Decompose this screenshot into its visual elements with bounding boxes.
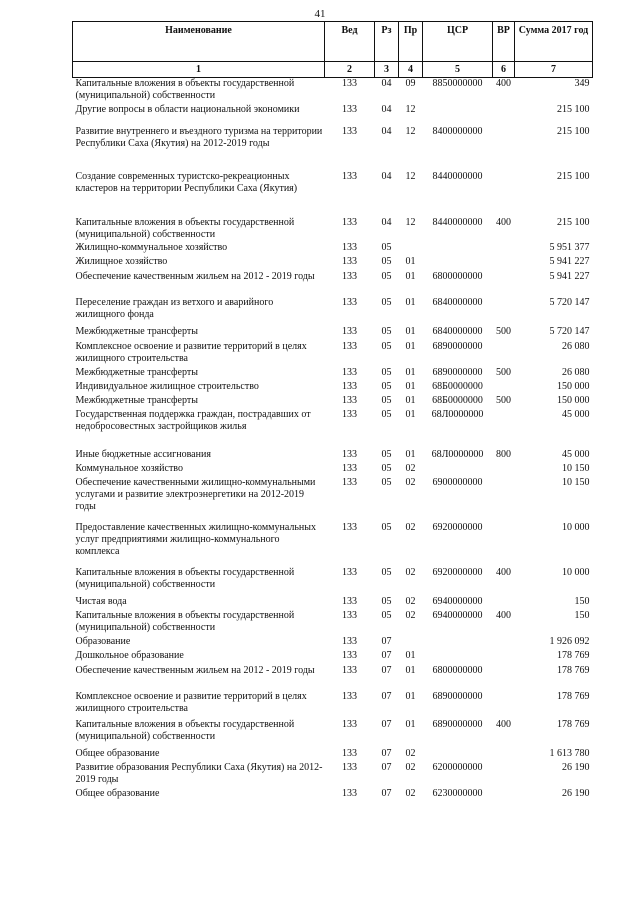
row-rz: 05 (381, 380, 392, 392)
row-sum: 150 000 (557, 394, 590, 406)
table-row (73, 395, 593, 409)
row-pr: 02 (405, 476, 416, 488)
row-pr: 01 (405, 255, 416, 267)
row-csr: 6230000000 (432, 787, 483, 799)
row-pr: 01 (405, 690, 416, 702)
row-name: Комплексное освоение и развитие территорий в целях жилищного строительства (75, 340, 307, 364)
row-rz: 05 (381, 566, 392, 578)
row-name: Иные бюджетные ассигнования (75, 448, 211, 460)
row-rz: 05 (381, 476, 392, 488)
row-rz: 07 (381, 690, 392, 702)
row-csr: 6890000000 (432, 366, 483, 378)
row-pr: 01 (405, 664, 416, 676)
row-vr: 400 (496, 718, 511, 730)
row-ved: 133 (342, 340, 357, 352)
row-ved: 133 (342, 325, 357, 337)
row-sum: 10 150 (562, 462, 590, 474)
row-sum: 150 (574, 609, 590, 621)
row-vr: 500 (496, 394, 511, 406)
column-number: 3 (375, 62, 399, 78)
row-ved: 133 (342, 566, 357, 578)
table-row (73, 78, 593, 104)
row-vr (493, 381, 515, 395)
row-sum: 5 941 227 (549, 255, 590, 267)
row-ved: 133 (342, 394, 357, 406)
column-header-vr: ВР (493, 22, 515, 62)
row-pr: 02 (405, 747, 416, 759)
row-csr: 6940000000 (432, 595, 483, 607)
row-vr (493, 242, 515, 256)
row-rz: 05 (381, 270, 392, 282)
row-csr (423, 650, 493, 665)
row-sum: 150 000 (557, 380, 590, 392)
table-row (73, 341, 593, 367)
row-ved: 133 (342, 448, 357, 460)
page-number: 41 (314, 8, 326, 20)
row-csr: 68Л0000000 (431, 448, 484, 460)
row-pr: 01 (405, 325, 416, 337)
row-rz: 05 (381, 255, 392, 267)
column-number: 1 (73, 62, 325, 78)
row-ved: 133 (342, 103, 357, 115)
row-name: Создание современных туристско-рекреационных кластеров на территории Республики Саха (Якутия) (75, 170, 298, 194)
row-name: Переселение граждан из ветхого и аварийного жилищного фонда (75, 296, 274, 320)
row-rz: 05 (381, 609, 392, 621)
row-csr: 8850000000 (423, 78, 493, 104)
row-sum: 45 000 (562, 408, 590, 420)
row-vr: 400 (496, 216, 511, 228)
row-name: Обеспечение качественным жильем на 2012 - 2019 годы (75, 270, 315, 282)
row-vr (493, 271, 515, 297)
row-vr (493, 762, 515, 788)
row-pr: 01 (405, 380, 416, 392)
row-rz: 05 (381, 394, 392, 406)
row-sum: 178 769 (557, 718, 590, 730)
row-pr: 01 (405, 718, 416, 730)
row-vr (493, 126, 515, 171)
row-rz: 07 (381, 664, 392, 676)
table-row (73, 610, 593, 636)
row-csr: 6800000000 (432, 270, 483, 282)
row-csr: 6840000000 (432, 296, 483, 308)
row-sum: 1 613 780 (549, 747, 590, 759)
column-number: 5 (423, 62, 493, 78)
row-csr: 6890000000 (432, 718, 483, 730)
row-csr: 6890000000 (432, 690, 483, 702)
row-sum: 178 769 (557, 649, 590, 661)
row-name: Государственная поддержка граждан, пострадавших от недобросовестных застройщиков жилья (75, 408, 311, 432)
row-rz: 07 (381, 718, 392, 730)
row-name: Общее образование (75, 787, 160, 799)
row-ved: 133 (342, 380, 357, 392)
row-ved: 133 (325, 78, 375, 104)
row-sum: 10 150 (562, 476, 590, 488)
row-pr: 01 (405, 408, 416, 420)
row-vr (493, 691, 515, 719)
row-rz: 05 (381, 325, 392, 337)
row-pr: 02 (405, 595, 416, 607)
row-rz: 04 (375, 78, 399, 104)
row-rz: 07 (381, 747, 392, 759)
row-name: Индивидуальное жилищное строительство (75, 380, 259, 392)
row-name: Предоставление качественных жилищно-коммунальных услуг предприятиями жилищно-коммунального комплекса (75, 521, 316, 557)
row-ved: 133 (342, 521, 357, 533)
row-ved: 133 (342, 408, 357, 420)
row-rz: 05 (381, 296, 392, 308)
column-number: 2 (325, 62, 375, 78)
row-rz: 05 (381, 595, 392, 607)
row-csr (423, 256, 493, 271)
row-vr (493, 297, 515, 326)
row-name: Жилищное хозяйство (75, 255, 168, 267)
row-ved: 133 (342, 635, 357, 647)
row-vr (493, 522, 515, 567)
row-sum: 178 769 (557, 664, 590, 676)
row-csr (423, 748, 493, 762)
row-name: Чистая вода (75, 595, 127, 607)
row-ved: 133 (342, 476, 357, 488)
row-ved: 133 (342, 125, 357, 137)
row-pr: 12 (405, 103, 416, 115)
row-name: Комплексное освоение и развитие территорий в целях жилищного строительства (75, 690, 307, 714)
row-name: Общее образование (75, 747, 160, 759)
row-csr: 68Л0000000 (431, 408, 484, 420)
table-header (73, 22, 593, 78)
row-name: Межбюджетные трансферты (75, 366, 198, 378)
row-vr (493, 341, 515, 367)
row-name: Межбюджетные трансферты (75, 325, 198, 337)
table-row (73, 596, 593, 610)
row-ved: 133 (342, 270, 357, 282)
row-rz: 04 (381, 216, 392, 228)
row-ved: 133 (342, 462, 357, 474)
row-vr: 500 (496, 325, 511, 337)
row-sum: 1 926 092 (549, 635, 590, 647)
table-row (73, 256, 593, 271)
row-vr (493, 256, 515, 271)
row-rz: 07 (381, 649, 392, 661)
table-row (73, 650, 593, 665)
row-rz: 05 (381, 462, 392, 474)
row-rz: 05 (381, 366, 392, 378)
row-csr: 6940000000 (432, 609, 483, 621)
table-row (73, 381, 593, 395)
table-row (73, 665, 593, 691)
row-ved: 133 (342, 595, 357, 607)
table-row (73, 104, 593, 126)
row-vr (493, 171, 515, 217)
row-pr: 02 (405, 521, 416, 533)
column-header-csr: ЦСР (423, 22, 493, 62)
row-pr: 01 (405, 448, 416, 460)
row-name: Дошкольное образование (75, 649, 184, 661)
row-csr: 68Б0000000 (432, 380, 483, 392)
row-name: Капитальные вложения в объекты государственной (муниципальной) собственности (75, 566, 295, 590)
row-sum: 349 (515, 78, 593, 104)
row-pr (399, 242, 423, 256)
row-csr: 8400000000 (432, 125, 483, 137)
column-header-sum: Сумма 2017 год (515, 22, 593, 62)
table-row (73, 217, 593, 242)
row-ved: 133 (342, 747, 357, 759)
table-row (73, 788, 593, 803)
row-vr (493, 104, 515, 126)
row-pr: 02 (405, 462, 416, 474)
row-vr (493, 650, 515, 665)
row-csr: 6900000000 (432, 476, 483, 488)
row-rz: 04 (381, 125, 392, 137)
row-sum: 215 100 (557, 170, 590, 182)
row-pr: 02 (405, 761, 416, 773)
row-csr: 6890000000 (432, 340, 483, 352)
row-sum: 10 000 (562, 521, 590, 533)
row-name: Капитальные вложения в объекты государственной (муниципальной) собственности (75, 216, 295, 240)
row-rz: 07 (381, 787, 392, 799)
budget-table (72, 21, 593, 803)
row-ved: 133 (342, 649, 357, 661)
row-csr (423, 463, 493, 477)
row-csr: 8440000000 (432, 170, 483, 182)
row-sum: 215 100 (557, 216, 590, 228)
row-rz: 05 (381, 340, 392, 352)
table-row (73, 326, 593, 341)
table-row (73, 762, 593, 788)
row-name: Жилищно-коммунальное хозяйство (75, 241, 228, 253)
table-row (73, 409, 593, 449)
row-pr: 02 (405, 609, 416, 621)
table-row (73, 126, 593, 171)
row-vr (493, 477, 515, 522)
row-ved: 133 (342, 255, 357, 267)
row-vr: 400 (496, 609, 511, 621)
row-rz: 05 (381, 241, 392, 253)
table-row (73, 522, 593, 567)
row-sum: 26 190 (562, 787, 590, 799)
row-pr: 01 (405, 649, 416, 661)
row-ved: 133 (342, 761, 357, 773)
row-vr: 500 (496, 366, 511, 378)
row-sum: 178 769 (557, 690, 590, 702)
row-sum: 5 720 147 (549, 296, 590, 308)
row-name: Межбюджетные трансферты (75, 394, 198, 406)
row-vr: 800 (496, 448, 511, 460)
row-sum: 10 000 (562, 566, 590, 578)
table-row (73, 297, 593, 326)
row-name: Развитие внутреннего и въездного туризма на территории Республики Саха (Якутия) на 2012-2019 годы (75, 125, 323, 149)
row-sum: 215 100 (557, 125, 590, 137)
table-row (73, 367, 593, 381)
row-ved: 133 (342, 170, 357, 182)
row-sum: 45 000 (562, 448, 590, 460)
row-ved: 133 (342, 296, 357, 308)
row-pr: 01 (405, 394, 416, 406)
row-name: Развитие образования Республики Саха (Якутия) на 2012-2019 годы (75, 761, 323, 785)
table-row (73, 691, 593, 719)
row-rz: 05 (381, 448, 392, 460)
table-body (73, 78, 593, 803)
row-ved: 133 (342, 216, 357, 228)
row-pr: 01 (405, 366, 416, 378)
row-sum: 26 080 (562, 340, 590, 352)
row-csr (423, 242, 493, 256)
table-row (73, 477, 593, 522)
row-vr: 400 (496, 566, 511, 578)
row-csr: 8440000000 (432, 216, 483, 228)
table-row (73, 636, 593, 650)
row-rz: 04 (381, 103, 392, 115)
row-vr (493, 636, 515, 650)
row-sum: 26 080 (562, 366, 590, 378)
column-number: 4 (399, 62, 423, 78)
row-name: Коммунальное хозяйство (75, 462, 183, 474)
row-pr: 02 (405, 787, 416, 799)
row-ved: 133 (342, 241, 357, 253)
row-ved: 133 (342, 609, 357, 621)
row-sum: 26 190 (562, 761, 590, 773)
row-ved: 133 (342, 664, 357, 676)
row-vr: 400 (493, 78, 515, 104)
row-sum: 5 951 377 (549, 241, 590, 253)
column-header-pr: Пр (399, 22, 423, 62)
column-header-rz: Рз (375, 22, 399, 62)
row-pr: 12 (405, 125, 416, 137)
table-row (73, 567, 593, 596)
row-name: Капитальные вложения в объекты государственной (муниципальной) собственности (75, 718, 295, 742)
table-row (73, 242, 593, 256)
row-sum: 5 720 147 (549, 325, 590, 337)
row-vr (493, 665, 515, 691)
row-vr (493, 788, 515, 803)
row-csr: 6200000000 (432, 761, 483, 773)
row-sum: 215 100 (557, 103, 590, 115)
table-row (73, 449, 593, 463)
table-row (73, 271, 593, 297)
table-row (73, 463, 593, 477)
row-csr: 6920000000 (432, 566, 483, 578)
row-pr: 09 (399, 78, 423, 104)
row-name: Капитальные вложения в объекты государственной (муниципальной) собственности (75, 609, 295, 633)
row-csr: 6800000000 (432, 664, 483, 676)
row-pr: 01 (405, 296, 416, 308)
row-name: Обеспечение качественным жильем на 2012 - 2019 годы (75, 664, 315, 676)
row-pr: 02 (405, 566, 416, 578)
row-name: Другие вопросы в области национальной экономики (75, 103, 300, 115)
row-ved: 133 (342, 690, 357, 702)
row-rz: 04 (381, 170, 392, 182)
column-number: 6 (493, 62, 515, 78)
row-sum: 150 (574, 595, 590, 607)
row-rz: 05 (381, 408, 392, 420)
row-vr (493, 748, 515, 762)
column-header-ved: Вед (325, 22, 375, 62)
row-ved: 133 (342, 718, 357, 730)
row-csr: 6840000000 (432, 325, 483, 337)
row-csr: 6920000000 (432, 521, 483, 533)
row-vr (493, 409, 515, 449)
row-pr: 01 (405, 340, 416, 352)
column-header-name: Наименование (73, 22, 325, 62)
row-pr (399, 636, 423, 650)
row-csr: 68Б0000000 (432, 394, 483, 406)
column-number: 7 (515, 62, 593, 78)
row-name: Капитальные вложения в объекты государственной (муниципальной) собственности (73, 78, 325, 104)
row-ved: 133 (342, 787, 357, 799)
row-pr: 01 (405, 270, 416, 282)
row-pr: 12 (405, 170, 416, 182)
row-sum: 5 941 227 (549, 270, 590, 282)
row-vr (493, 596, 515, 610)
table-row (73, 719, 593, 748)
row-ved: 133 (342, 366, 357, 378)
row-name: Обеспечение качественными жилищно-коммунальными услугами и развитие электроэнергетики на 2012-2019 годы (75, 476, 316, 512)
row-rz: 07 (381, 761, 392, 773)
row-csr (423, 104, 493, 126)
row-vr (493, 463, 515, 477)
row-pr: 12 (405, 216, 416, 228)
row-name: Образование (75, 635, 131, 647)
row-csr (423, 636, 493, 650)
table-row (73, 171, 593, 217)
row-rz: 05 (381, 521, 392, 533)
table-row (73, 748, 593, 762)
row-rz: 07 (381, 635, 392, 647)
